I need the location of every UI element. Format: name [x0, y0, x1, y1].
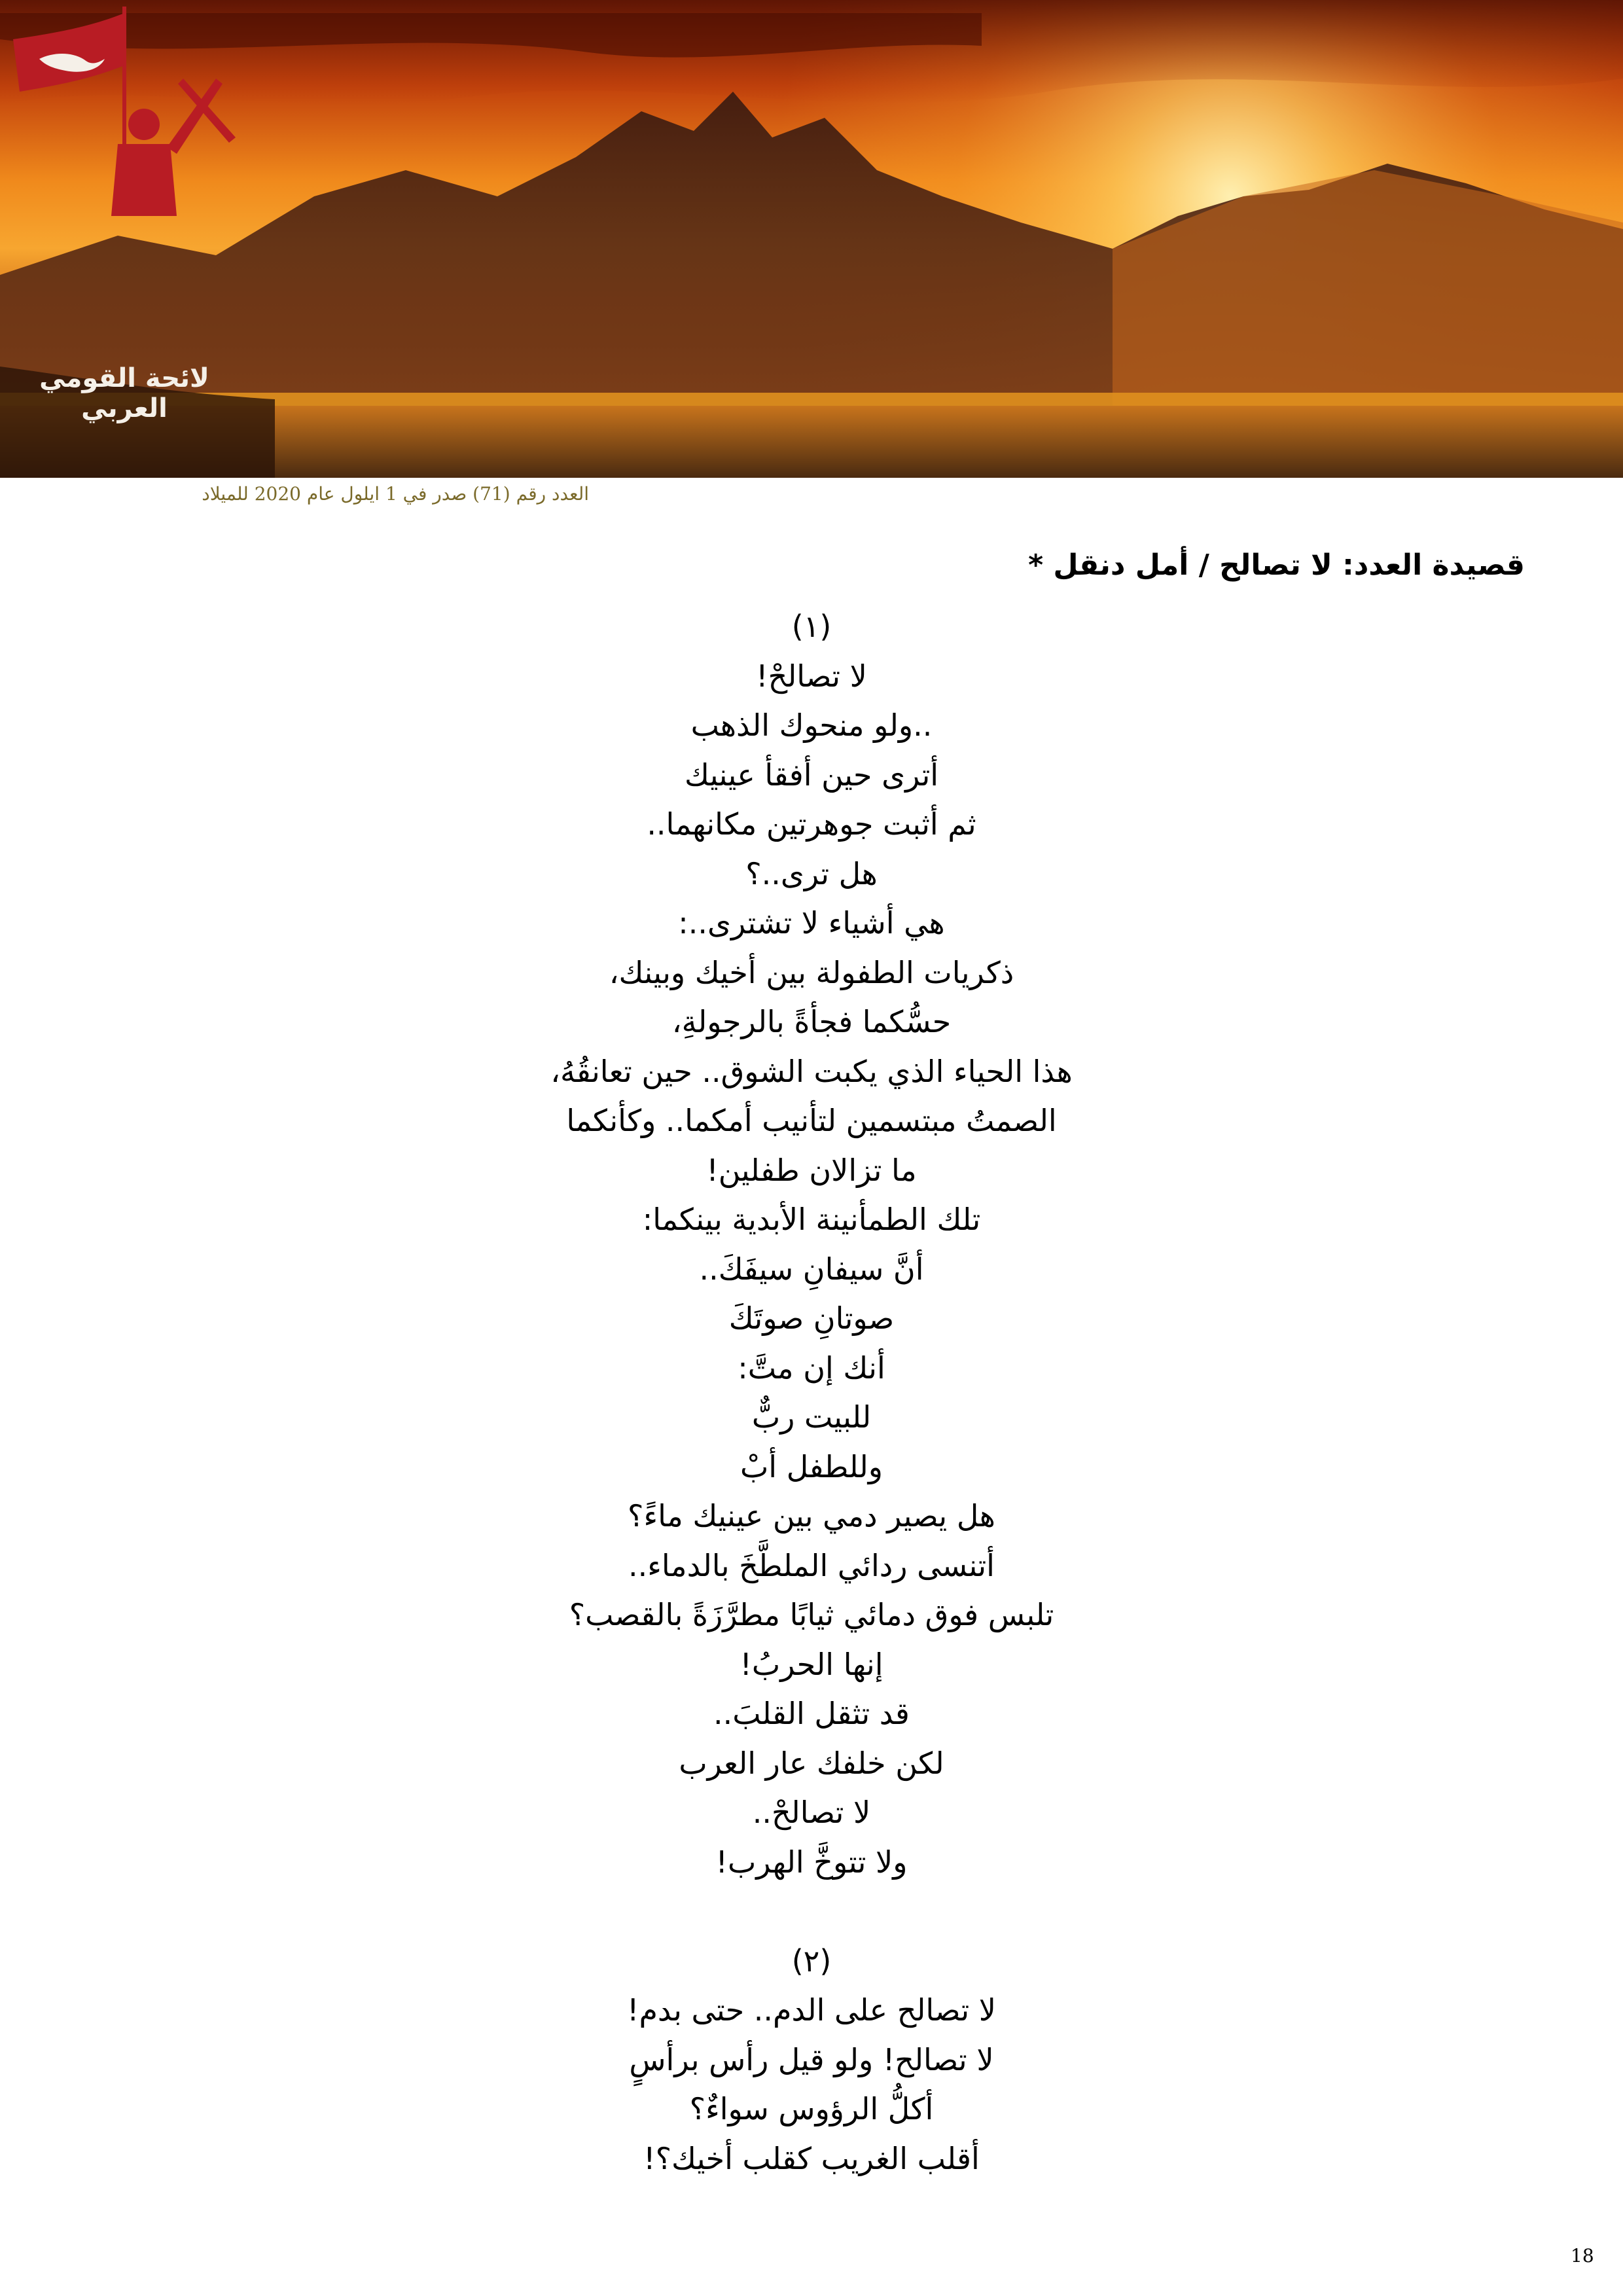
- poem-line: لا تصالحْ!: [756, 658, 867, 694]
- poem-line: ما تزالان طفلين!: [706, 1152, 917, 1188]
- poem-line: أنك إن متَّ:: [738, 1350, 885, 1386]
- section-number: (١): [791, 609, 832, 644]
- logo-emblem: [0, 0, 262, 262]
- issue-info: العدد رقم (71) صدر في 1 ايلول عام 2020 للميلاد: [202, 483, 589, 505]
- poem-line: وللطفل أبْ: [740, 1448, 883, 1484]
- poem-line: لكن خلفك عار العرب: [679, 1745, 944, 1781]
- poem-line: صوتانِ صوتَكَ: [728, 1300, 895, 1336]
- poem-line: لا تصالحْ..: [752, 1795, 871, 1830]
- section-number: (٢): [791, 1943, 832, 1979]
- poem-line: أتنسى ردائي الملطَّخَ بالدماء..: [628, 1547, 995, 1583]
- poem-title: قصيدة العدد: لا تصالح / أمل دنقل *: [1028, 548, 1525, 582]
- poem-line: تلبس فوق دمائي ثيابًا مطرَّزَةً بالقصب؟: [569, 1597, 1054, 1632]
- poem-line: ولا تتوخَّ الهرب!: [715, 1844, 908, 1880]
- poem-line: تلك الطمأنينة الأبدية بينكما:: [642, 1202, 981, 1237]
- poem-line: هذا الحياء الذي يكبت الشوق.. حين تعانقُهُ،: [550, 1053, 1073, 1089]
- poem-line: أكلُّ الرؤوس سواءٌ؟: [689, 2091, 934, 2126]
- stanza-gap: [157, 1887, 1466, 1937]
- poem-line: أنَّ سيفانِ سيفَكَ..: [699, 1251, 924, 1287]
- poem-line: أترى حين أفقأ عينيك: [684, 757, 939, 793]
- poem-line: ثم أثبت جوهرتين مكانهما..: [647, 806, 976, 842]
- poem-line: لا تصالح على الدم.. حتى بدم!: [627, 1992, 996, 2028]
- poem-line: هي أشياء لا تشترى..:: [678, 905, 945, 941]
- poem-line: قد تثقل القلبَ..: [713, 1696, 910, 1731]
- poem-body: [157, 602, 1466, 2183]
- logo-text: لائحة القومي العربي: [39, 363, 209, 423]
- poem-line: ذكريات الطفولة بين أخيك وبينك،: [609, 954, 1014, 990]
- poem-line: الصمتُ مبتسمين لتأنيب أمكما.. وكأنكما: [566, 1103, 1057, 1138]
- poem-line: هل يصير دمي بين عينيك ماءً؟: [628, 1498, 995, 1534]
- poem-line: هل ترى..؟: [745, 855, 878, 891]
- header-banner: [0, 0, 1623, 478]
- poem-line: إنها الحربُ!: [740, 1646, 883, 1682]
- page-number: 18: [1571, 2245, 1594, 2267]
- poem-line: ..ولو منحوك الذهب: [690, 708, 933, 743]
- poem-line: أقلب الغريب كقلب أخيك؟!: [643, 2140, 980, 2176]
- poem-line: لا تصالح! ولو قيل رأس برأسٍ: [629, 2041, 994, 2077]
- poem-line: للبيت ربٌّ: [751, 1399, 872, 1435]
- poem-line: حسُّكما فجأةً بالرجولةِ،: [671, 1004, 952, 1039]
